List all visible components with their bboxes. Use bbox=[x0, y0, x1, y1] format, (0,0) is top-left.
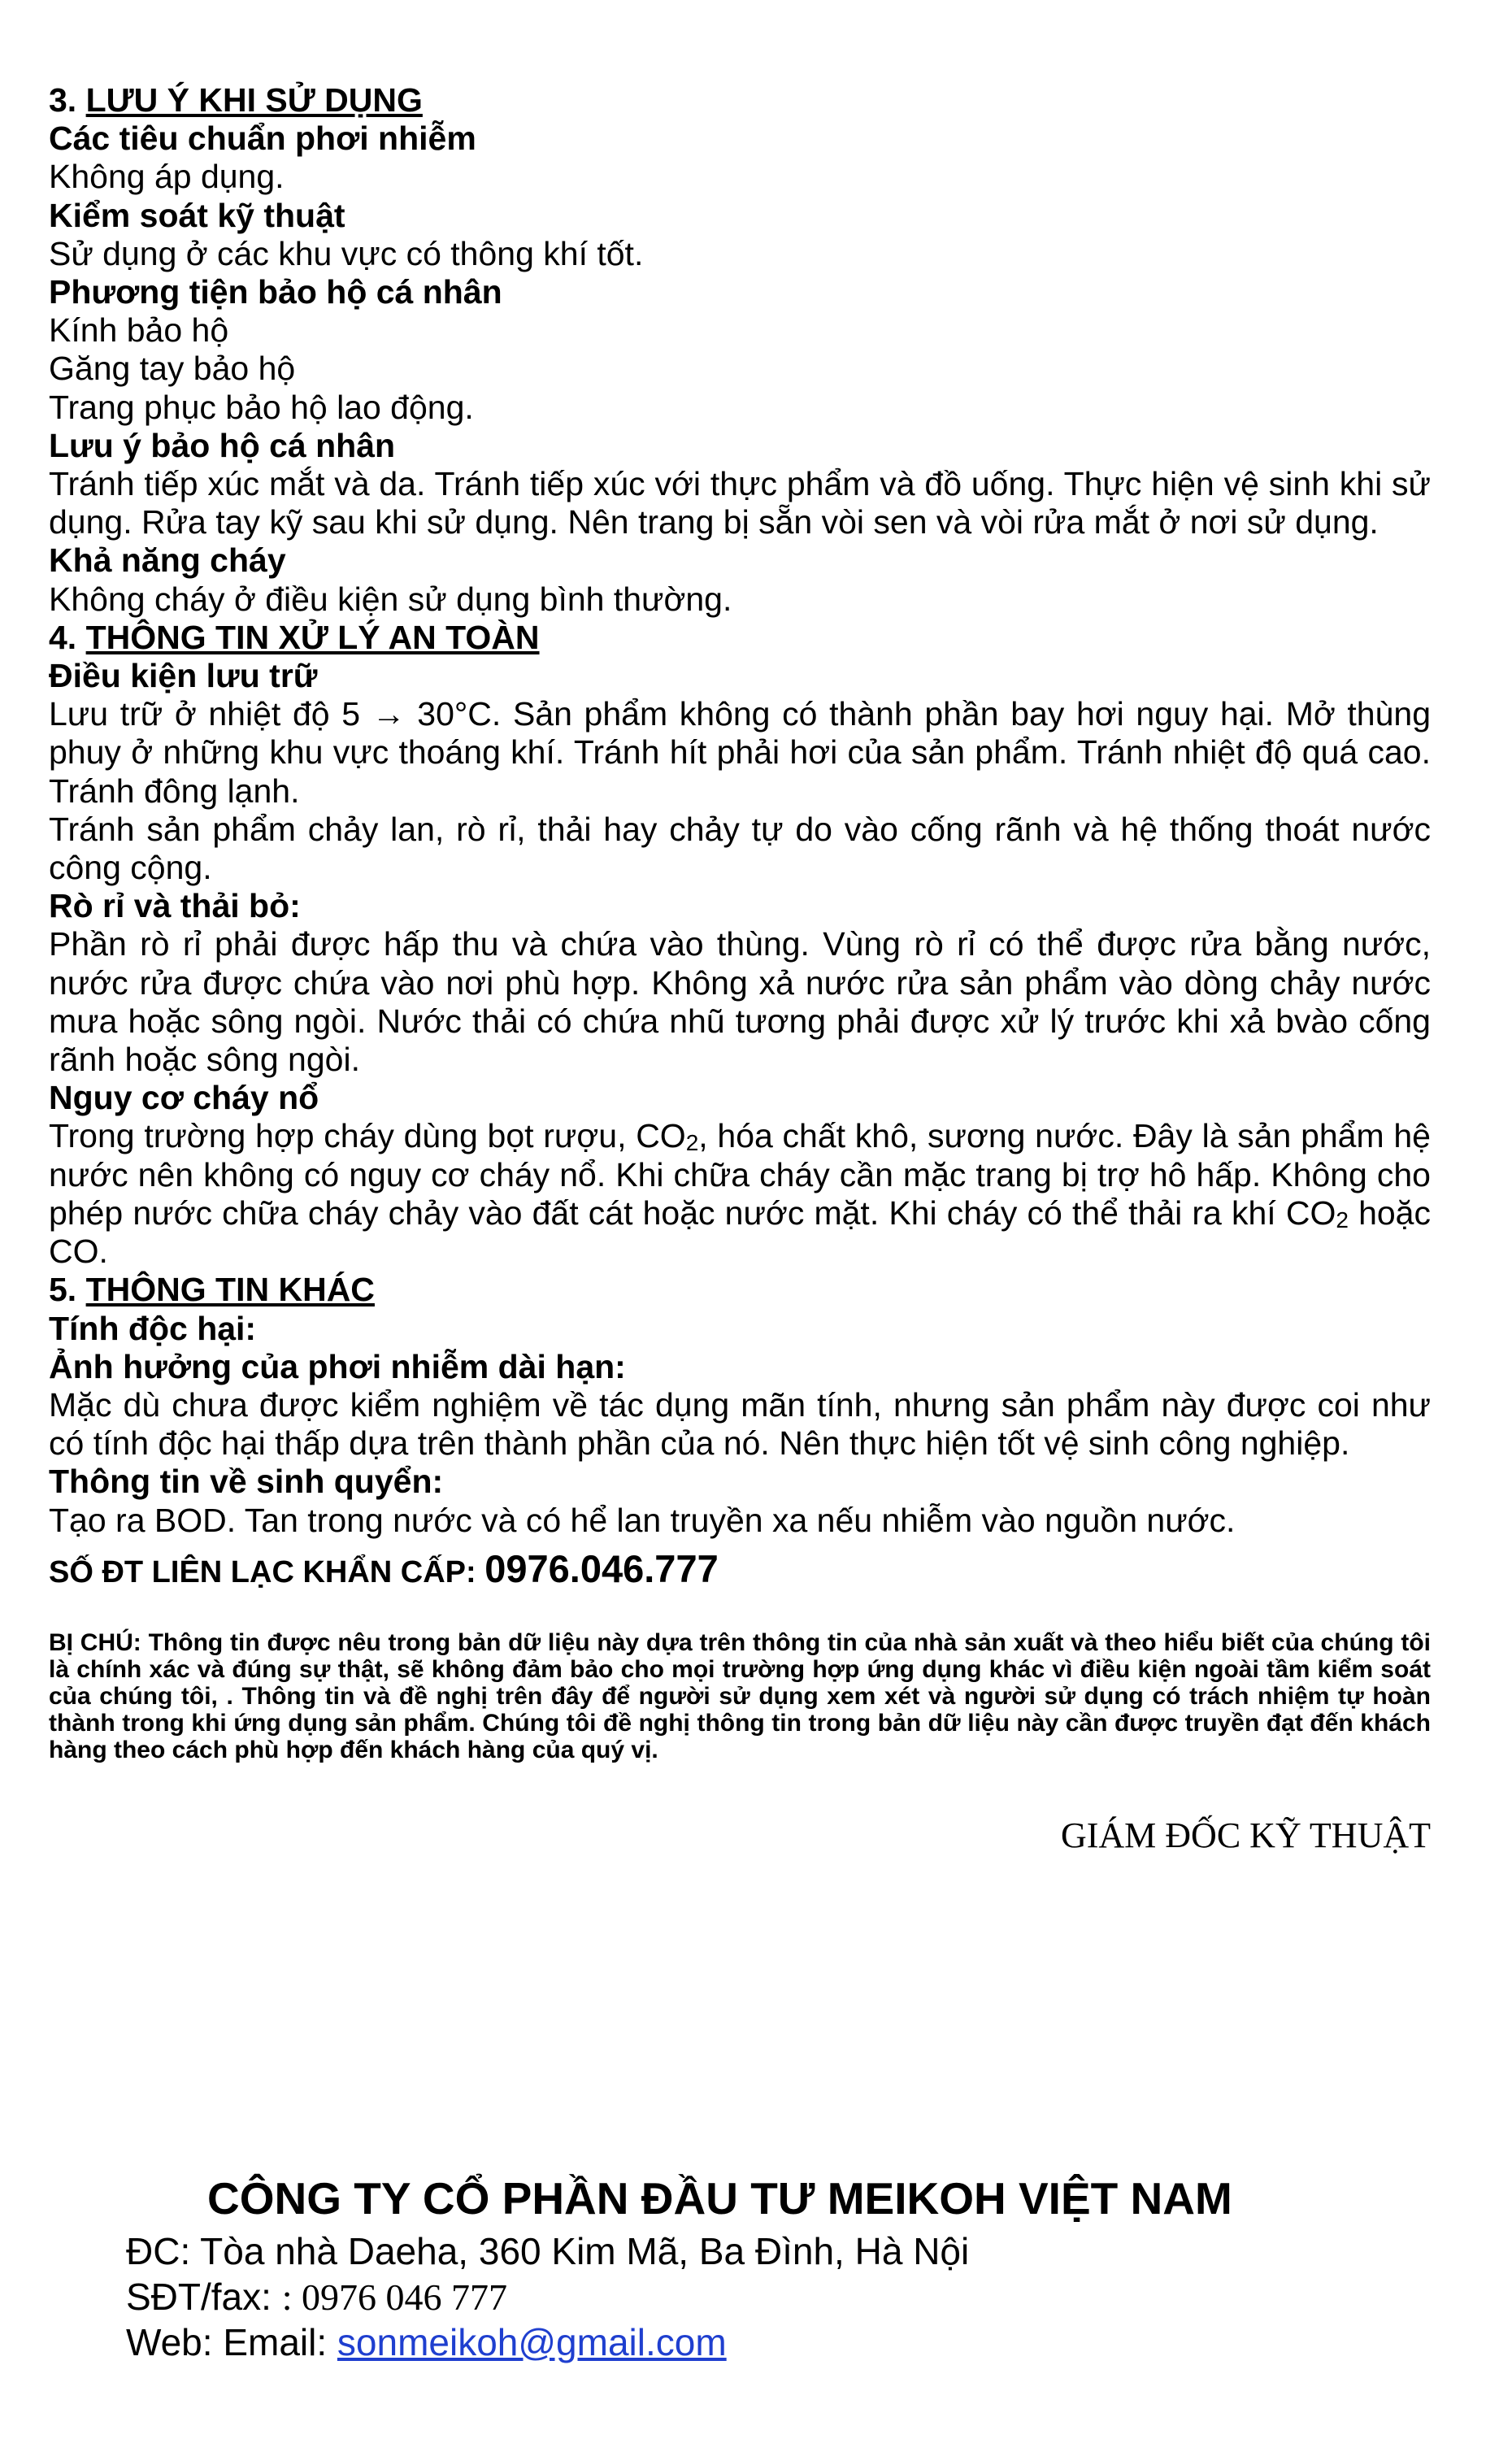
section-5-title: THÔNG TIN KHÁC bbox=[85, 1271, 375, 1309]
fire-heading: Nguy cơ cháy nổ bbox=[49, 1079, 319, 1117]
spill-heading: Rò rỉ và thải bỏ: bbox=[49, 887, 301, 925]
emergency-label: SỐ ĐT LIÊN LẠC KHẨN CẤP: bbox=[49, 1554, 476, 1589]
exposure-heading: Các tiêu chuẩn phơi nhiễm bbox=[49, 120, 476, 158]
section-3-heading: 3. LƯU Ý KHI SỬ DỤNG bbox=[49, 81, 423, 119]
company-name: CÔNG TY CỔ PHẦN ĐẦU TƯ MEIKOH VIỆT NAM bbox=[207, 2173, 1232, 2224]
document-body bbox=[49, 81, 1431, 1788]
flammability-text: Không cháy ở điều kiện sử dụng bình thường. bbox=[49, 580, 732, 618]
storage-text-2: Tránh sản phẩm chảy lan, rò rỉ, thải hay chảy tự do vào cống rãnh và hệ thống thoát nước công cộng. bbox=[49, 810, 1431, 887]
fire-text: Trong trường hợp cháy dùng bọt rượu, $CO_2$, hóa chất khô, sương nước. Đây là sản phẩm hệ nước nên không có nguy cơ cháy nổ. Khi chữa cháy cần mặc trang bị trợ hô hấp. Không cho phép nước chữa cháy chảy vào đất cát hoặc nước mặt. Khi cháy có thể thải ra khí $CO_2$ hoặc CO. bbox=[49, 1117, 1431, 1271]
longterm-heading: Ảnh hưởng của phơi nhiễm dài hạn: bbox=[49, 1347, 626, 1385]
storage-heading: Điều kiện lưu trữ bbox=[49, 657, 318, 695]
longterm-text: Mặc dù chưa được kiểm nghiệm về tác dụng mãn tính, nhưng sản phẩm này được coi như có tính độc hại thấp dựa trên thành phần của nó. Nên thực hiện tốt vệ sinh công nghiệp. bbox=[49, 1385, 1431, 1463]
personal-text: Tránh tiếp xúc mắt và da. Tránh tiếp xúc với thực phẩm và đồ uống. Thực hiện vệ sinh khi sử dụng. Rửa tay kỹ sau khi sử dụng. Nên trang bị sẵn vòi sen và vòi rửa mắt ở nơi sử dụng. bbox=[49, 465, 1431, 541]
engineering-text: Sử dụng ở các khu vực có thông khí tốt. bbox=[49, 234, 644, 272]
ppe-item: Kính bảo hộ bbox=[49, 311, 229, 350]
section-4-title: THÔNG TIN XỬ LÝ AN TOÀN bbox=[85, 618, 540, 656]
emergency-number: 0976.046.777 bbox=[484, 1546, 719, 1590]
engineering-heading: Kiểm soát kỹ thuật bbox=[49, 196, 345, 234]
ppe-item: Trang phục bảo hộ lao động. bbox=[49, 388, 474, 426]
spill-text: Phần rò rỉ phải được hấp thu và chứa vào thùng. Vùng rò rỉ có thể được rửa bằng nước, nước rửa được chứa vào nơi phù hợp. Không xả nước rửa sản phẩm vào dòng chảy nước mưa hoặc sông ngòi. Nước thải có chứa nhũ tương phải được xử lý trước khi xả bvào cống rãnh hoặc sông ngòi. bbox=[49, 925, 1431, 1079]
emergency-contact bbox=[49, 1543, 1431, 1598]
personal-heading: Lưu ý bảo hộ cá nhân bbox=[49, 426, 396, 464]
eco-text: Tạo ra BOD. Tan trong nước và có hể lan truyền xa nếu nhiễm vào nguồn nước. bbox=[49, 1501, 1236, 1539]
toxicity-heading: Tính độc hại: bbox=[49, 1309, 257, 1347]
exposure-text: Không áp dụng. bbox=[49, 158, 285, 196]
disclaimer-note: BỊ CHÚ: Thông tin được nêu trong bản dữ liệu này dựa trên thông tin của nhà sản xuất và theo hiểu biết của chúng tôi là chính xác và đúng sự thật, sẽ không đảm bảo cho mọi trường hợp ứng dụng khác vì điều kiện ngoài tầm kiểm soát của chúng tôi, . Thông tin và đề nghị trên đây để người sử dụng xem xét và người sử dụng có trách nhiệm tự hoàn thành trong khi ứng dụng sản phẩm. Chúng tôi đề nghị thông tin trong bản dữ liệu này cần được truyền đạt đến khách hàng theo cách phù hợp đến khách hàng của quý vị. bbox=[49, 1628, 1431, 1763]
ppe-heading: Phương tiện bảo hộ cá nhân bbox=[49, 273, 502, 311]
section-3-title: LƯU Ý KHI SỬ DỤNG bbox=[85, 81, 423, 119]
signature-title: GIÁM ĐỐC KỸ THUẬT bbox=[1060, 1815, 1431, 1855]
section-4-heading: 4. THÔNG TIN XỬ LÝ AN TOÀN bbox=[49, 618, 540, 656]
company-phone: SĐT/fax: : 0976 046 777 bbox=[126, 2276, 507, 2318]
storage-text: Lưu trữ ở nhiệt độ 5 → 30°C. Sản phẩm không có thành phần bay hơi nguy hại. Mở thùng phuy ở những khu vực thoáng khí. Tránh hít phải hơi của sản phẩm. Tránh nhiệt độ quá cao. Tránh đông lạnh. bbox=[49, 695, 1431, 810]
section-5-heading: 5. THÔNG TIN KHÁC bbox=[49, 1271, 375, 1309]
ppe-item: Găng tay bảo hộ bbox=[49, 350, 296, 388]
company-address: ĐC: Tòa nhà Daeha, 360 Kim Mã, Ba Đình, Hà Nội bbox=[126, 2230, 970, 2272]
company-web: Web: Email: sonmeikoh@gmail.com bbox=[126, 2321, 727, 2363]
email-link[interactable]: sonmeikoh@gmail.com bbox=[337, 2321, 727, 2363]
flammability-heading: Khả năng cháy bbox=[49, 541, 286, 580]
eco-heading: Thông tin về sinh quyển: bbox=[49, 1463, 444, 1501]
